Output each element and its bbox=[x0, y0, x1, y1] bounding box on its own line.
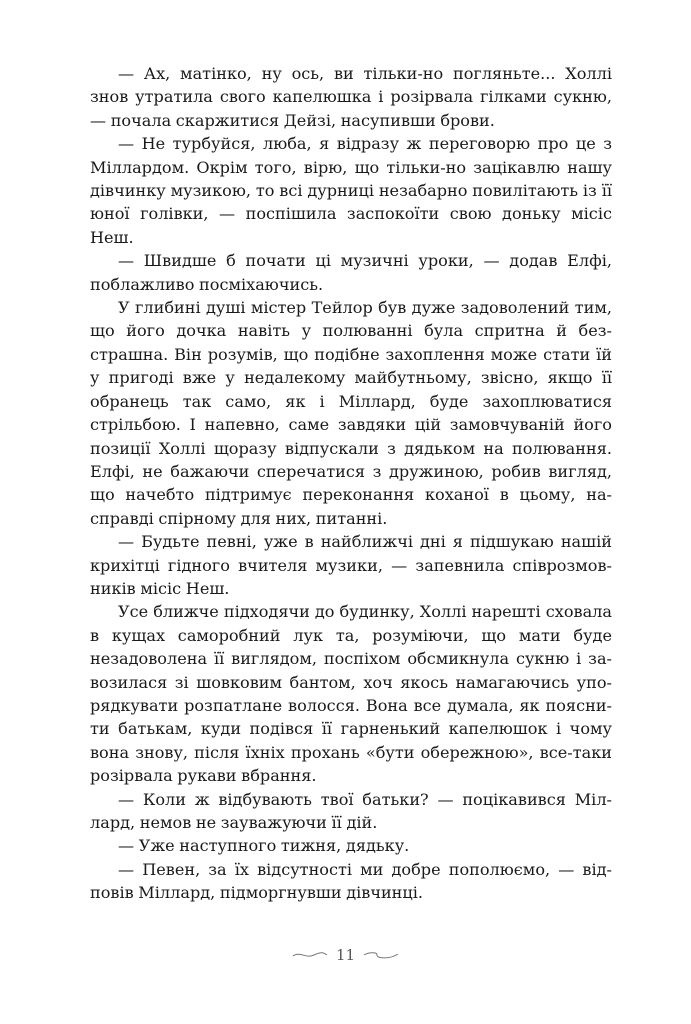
page-body bbox=[90, 62, 612, 905]
paragraph: — Коли ж відбувають твої батьки? — поцікавився Міллард, немов не зауважуючи її дій. bbox=[90, 789, 612, 832]
swash-ornament-right-icon bbox=[363, 950, 399, 960]
page-footer bbox=[0, 946, 691, 964]
swash-ornament-left-icon bbox=[292, 950, 328, 960]
paragraph: — Будьте певні, уже в найближчі дні я підшукаю нашій крихітці гідного вчителя музики, — запевнила співрозмовників місіс Неш. bbox=[90, 532, 612, 598]
paragraph: — Не турбуйся, люба, я відразу ж переговорю про це з Міллардом. Окрім того, вірю, що тільки-но зацікавлю нашу дівчинку музикою, то всі дурниці незабарно повилітають із її юної голівки, — поспішила заспокоїти свою доньку місіс Неш. bbox=[90, 134, 612, 247]
paragraph: — Уже наступного тижня, дядьку. bbox=[118, 836, 410, 856]
paragraph: У глибині душі містер Тейлор був дуже задоволений тим, що його дочка навіть у полюванні була спритна й безстрашна. Він розумів, що подібне захоплення може стати їй у пригоді вже у недалекому майбутньому, звісно, якщо її обранець так само, як і Міллард, буде захоплюватися стрільбою. І напевно, саме завдяки цій замовчуваній його позиції Холлі щоразу відпускали з дядьком на полювання. Елфі, не бажаючи сперечатися з дружиною, робив вигляд, що начебто підтримує переконання коханої в цьому, насправді спірному для них, питанні. bbox=[90, 298, 612, 528]
paragraph: — Певен, за їх відсутності ми добре пополюємо, — відповів Міллард, підморгнувши дівчинці. bbox=[90, 859, 612, 903]
paragraph: Усе ближче підходячи до будинку, Холлі нарешті сховала в кущах саморобний лук та, розуміючи, що мати буде незадоволена її виглядом, поспіхом обсмикнула сукню і завозилася зі шовковим бантом, хоч якось намагаючись упорядкувати розпатлане волосся. Вона все думала, як пояснити батькам, куди подівся її гарненький капелюшок і чому вона знову, після їхніх прохань «бути обережною», все-таки розірвала рукави вбрання. bbox=[90, 602, 612, 786]
paragraph: — Швидше б почати ці музичні уроки, — додав Елфі, поблажливо посміхаючись. bbox=[90, 251, 612, 294]
page-number: 11 bbox=[335, 946, 356, 964]
paragraph: — Ах, матінко, ну ось, ви тільки-но погляньте... Холлі знов утратила свого капелюшка і розірвала гілками сукню, — почала скаржитися Дейзі, насупивши брови. bbox=[90, 64, 612, 130]
